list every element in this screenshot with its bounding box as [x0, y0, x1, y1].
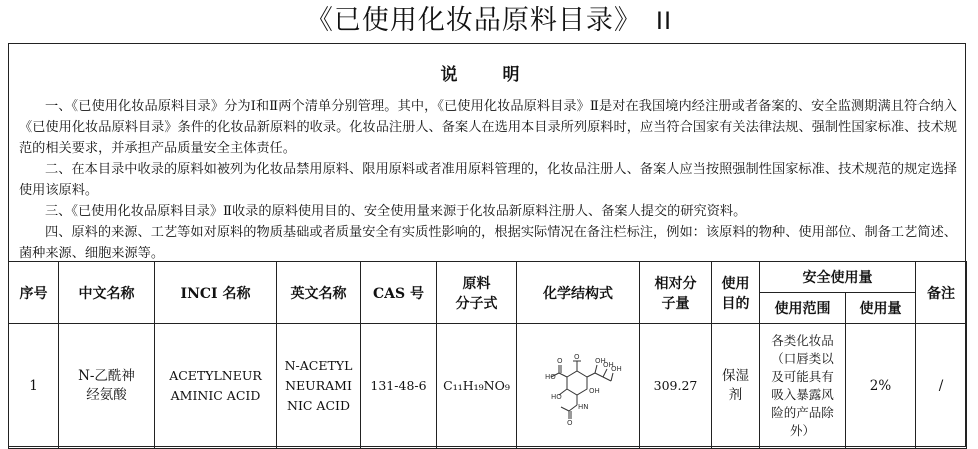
note-paragraph-2: 二、在本目录中收录的原料如被列为化妆品禁用原料、限用原料或者准用原料管理的，化妆品注册人、备案人应当按照强制性国家标准、技术规范的规定选择使用该原料。 — [19, 162, 957, 198]
cell-no: 1 — [9, 324, 59, 449]
title-main: 《已使用化妆品原料目录》 — [305, 5, 642, 36]
note-paragraph-3: 三、《已使用化妆品原料目录》Ⅱ收录的原料使用目的、安全使用量来源于化妆品新原料注册人、备案人提交的研究资料。 — [45, 204, 747, 219]
table-row — [9, 324, 967, 449]
svg-text:O: O — [574, 353, 580, 361]
cell-cas: 131-48-6 — [361, 324, 437, 449]
svg-text:O: O — [557, 357, 563, 365]
header-inci: INCI 名称 — [155, 262, 277, 324]
ingredient-table — [8, 261, 967, 449]
cell-formula: C₁₁H₁₉NO₉ — [437, 324, 517, 449]
svg-text:HO: HO — [551, 393, 562, 401]
header-formula: 原料 分子式 — [437, 262, 517, 324]
notes-heading: 说 明 — [440, 65, 534, 85]
header-cas: CAS 号 — [361, 262, 437, 324]
header-structure: 化学结构式 — [517, 262, 640, 324]
notes-section — [19, 96, 957, 264]
cell-cn-name: N-乙酰神 经氨酸 — [59, 324, 155, 449]
note-paragraph-1: 一、《已使用化妆品原料目录》分为Ⅰ和Ⅱ两个清单分别管理。其中，《已使用化妆品原料目录》Ⅱ是对在我国境内经注册或者备案的、安全监测期满且符合纳入《已使用化妆品原料目录》条件的化妆品新原料的收录。化妆品注册人、备案人在选用本目录所列原料时，应当符合国家有关法律法规、强制性国家标准、技术规范的相关要求，并承担产品质量安全主体责任。 — [19, 99, 957, 156]
header-purpose: 使用 目的 — [712, 262, 760, 324]
header-amount: 使用量 — [846, 293, 916, 324]
cell-en-name: N-ACETYL NEURAMI NIC ACID — [277, 324, 361, 449]
cell-structure — [517, 324, 640, 449]
svg-text:HN: HN — [578, 403, 589, 411]
svg-text:OH: OH — [611, 365, 622, 373]
svg-text:OH: OH — [603, 361, 614, 369]
header-safe-use: 安全使用量 — [760, 262, 916, 293]
svg-text:OH: OH — [595, 357, 606, 365]
header-cn-name: 中文名称 — [59, 262, 155, 324]
svg-text:HO: HO — [545, 373, 556, 381]
cell-amount: 2% — [846, 324, 916, 449]
cell-mw: 309.27 — [640, 324, 712, 449]
header-en-name: 英文名称 — [277, 262, 361, 324]
title-suffix: II — [655, 7, 673, 35]
svg-text:O: O — [567, 419, 573, 427]
catalog-frame — [8, 43, 966, 447]
note-paragraph-4: 四、原料的来源、工艺等如对原料的物质基础或者质量安全有实质性影响的，根据实际情况在备注栏标注，例如：该原料的物种、使用部位、制备工艺简述、菌种来源、细胞来源等。 — [19, 225, 957, 261]
header-mw: 相对分 子量 — [640, 262, 712, 324]
header-remark: 备注 — [916, 262, 967, 324]
chemical-structure-image — [537, 343, 622, 427]
header-scope: 使用范围 — [760, 293, 846, 324]
cell-purpose: 保湿 剂 — [712, 324, 760, 449]
page-title — [0, 0, 978, 42]
svg-text:OH: OH — [589, 387, 600, 395]
cell-inci: ACETYLNEUR AMINIC ACID — [155, 324, 277, 449]
header-no: 序号 — [9, 262, 59, 324]
cell-scope: 各类化妆品 （口唇类以 及可能具有 吸入暴露风 险的产品除 外） — [760, 324, 846, 449]
cell-remark: / — [916, 324, 967, 449]
